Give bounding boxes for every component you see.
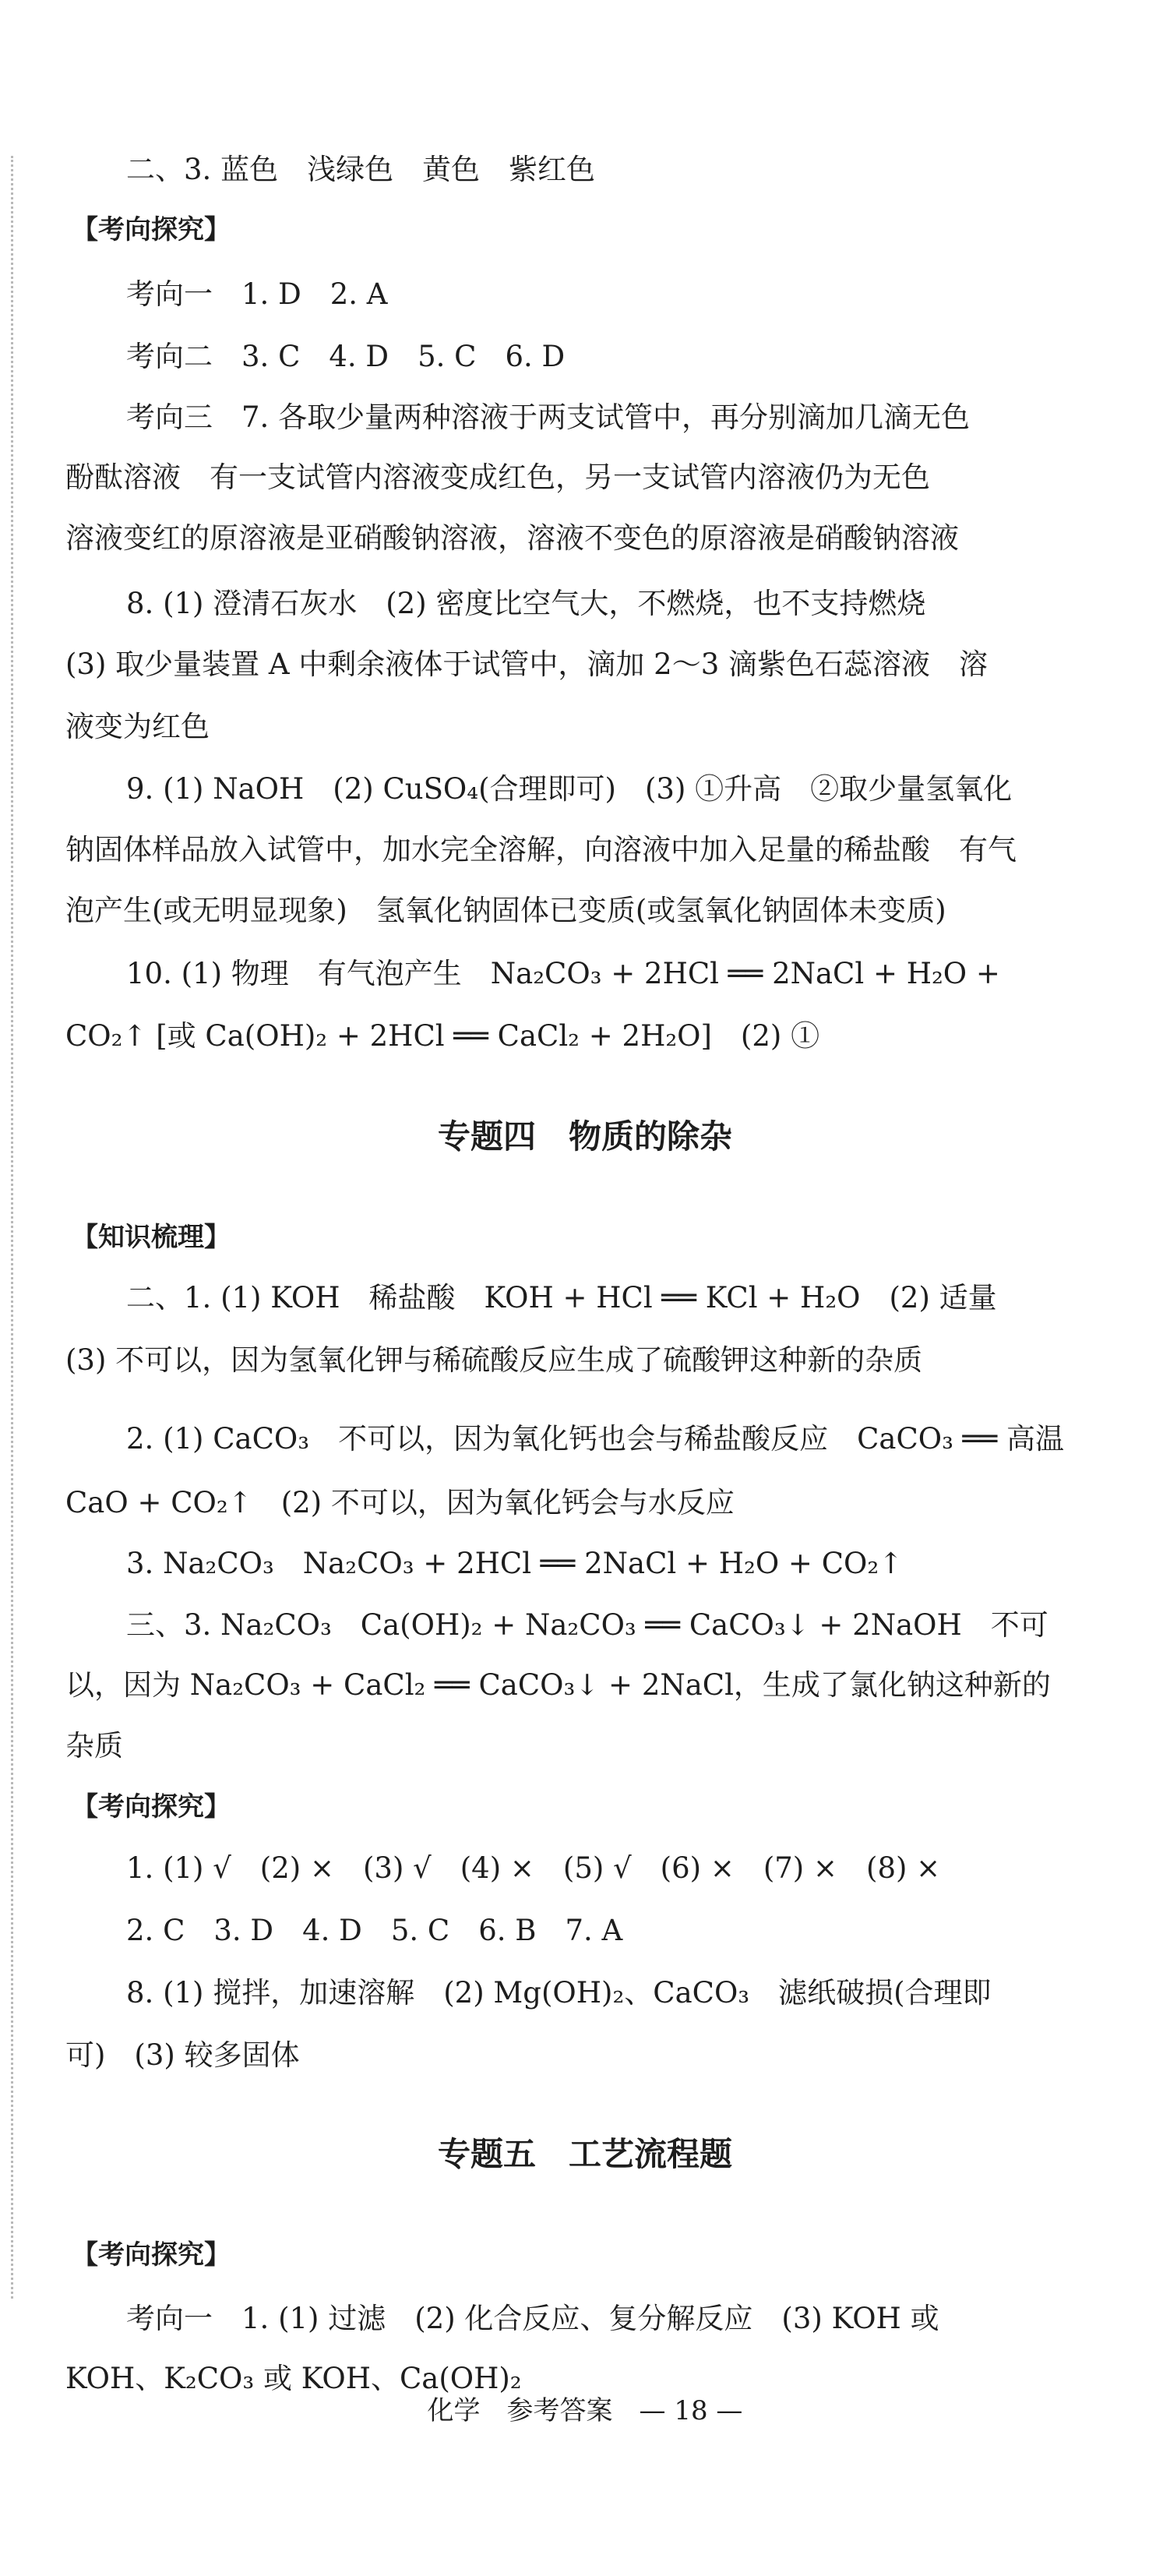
answer-line: 10. (1) 物理 有气泡产生 Na₂CO₃ + 2HCl ══ 2NaCl + H₂O + <box>126 957 1000 990</box>
answer-line: 8. (1) 澄清石灰水 (2) 密度比空气大，不燃烧，也不支持燃烧 <box>126 587 926 620</box>
answer-line: 可) (3) 较多固体 <box>65 2038 300 2072</box>
section-heading: 【考向探究】 <box>72 2239 231 2271</box>
answer-line: 2. C 3. D 4. D 5. C 6. B 7. A <box>126 1914 623 1947</box>
answer-line: 3. Na₂CO₃ Na₂CO₃ + 2HCl ══ 2NaCl + H₂O + CO₂↑ <box>126 1547 904 1580</box>
answer-line: 二、3. 蓝色 浅绿色 黄色 紫红色 <box>126 153 596 186</box>
page-footer: 化学 参考答案 — 18 — <box>427 2395 743 2426</box>
answer-line: 以，因为 Na₂CO₃ + CaCl₂ ══ CaCO₃↓ + 2NaCl，生成了氯化钠这种新的 <box>65 1668 1051 1702</box>
answer-line: 钠固体样品放入试管中，加水完全溶解，向溶液中加入足量的稀盐酸 有气 <box>65 833 1017 866</box>
answer-line: 考向一 1. D 2. A <box>126 277 388 311</box>
answer-line: 考向二 3. C 4. D 5. C 6. D <box>126 340 566 373</box>
answer-line: 考向一 1. (1) 过滤 (2) 化合反应、复分解反应 (3) KOH 或 <box>126 2302 939 2335</box>
answer-line: 酚酞溶液 有一支试管内溶液变成红色，另一支试管内溶液仍为无色 <box>65 461 930 494</box>
answer-line: 溶液变红的原溶液是亚硝酸钠溶液，溶液不变色的原溶液是硝酸钠溶液 <box>65 521 959 555</box>
section-heading: 【考向探究】 <box>72 1791 231 1823</box>
answer-line: 2. (1) CaCO₃ 不可以，因为氧化钙也会与稀盐酸反应 CaCO₃ ══ 高温 <box>126 1422 1064 1456</box>
answer-line: 8. (1) 搅拌，加速溶解 (2) Mg(OH)₂、CaCO₃ 滤纸破损(合理即 <box>126 1976 992 2010</box>
answer-line: (3) 不可以，因为氢氧化钾与稀硫酸反应生成了硫酸钾这种新的杂质 <box>65 1343 923 1377</box>
section-title: 专题四 物质的除杂 <box>437 1117 732 1156</box>
answer-line: 9. (1) NaOH (2) CuSO₄(合理即可) (3) ①升高 ②取少量氢氧化 <box>126 772 1013 806</box>
answer-line: (3) 取少量装置 A 中剩余液体于试管中，滴加 2～3 滴紫色石蕊溶液 溶 <box>65 648 989 681</box>
answer-line: 杂质 <box>65 1729 123 1763</box>
answer-line: 1. (1) √ (2) × (3) √ (4) × (5) √ (6) × (7) × (8) × <box>126 1851 941 1885</box>
answer-line: KOH、K₂CO₃ 或 KOH、Ca(OH)₂ <box>65 2362 522 2395</box>
answer-line: 液变为红色 <box>65 710 210 743</box>
answer-line: 二、1. (1) KOH 稀盐酸 KOH + HCl ══ KCl + H₂O (2) 适量 <box>126 1281 997 1314</box>
section-heading: 【考向探究】 <box>72 214 231 245</box>
section-heading: 【知识梳理】 <box>72 1222 231 1253</box>
answer-line: 三、3. Na₂CO₃ Ca(OH)₂ + Na₂CO₃ ══ CaCO₃↓ + 2NaOH 不可 <box>126 1608 1048 1642</box>
answer-line: CaO + CO₂↑ (2) 不可以，因为氧化钙会与水反应 <box>65 1486 735 1519</box>
answer-line: CO₂↑ [或 Ca(OH)₂ + 2HCl ══ CaCl₂ + 2H₂O] (2) ① <box>65 1019 820 1053</box>
answer-line: 考向三 7. 各取少量两种溶液于两支试管中，再分别滴加几滴无色 <box>126 401 971 434</box>
answer-line: 泡产生(或无明显现象) 氢氧化钠固体已变质(或氢氧化钠固体未变质) <box>65 894 946 927</box>
section-title: 专题五 工艺流程题 <box>437 2135 732 2173</box>
margin-dotted-rule <box>11 156 13 2299</box>
